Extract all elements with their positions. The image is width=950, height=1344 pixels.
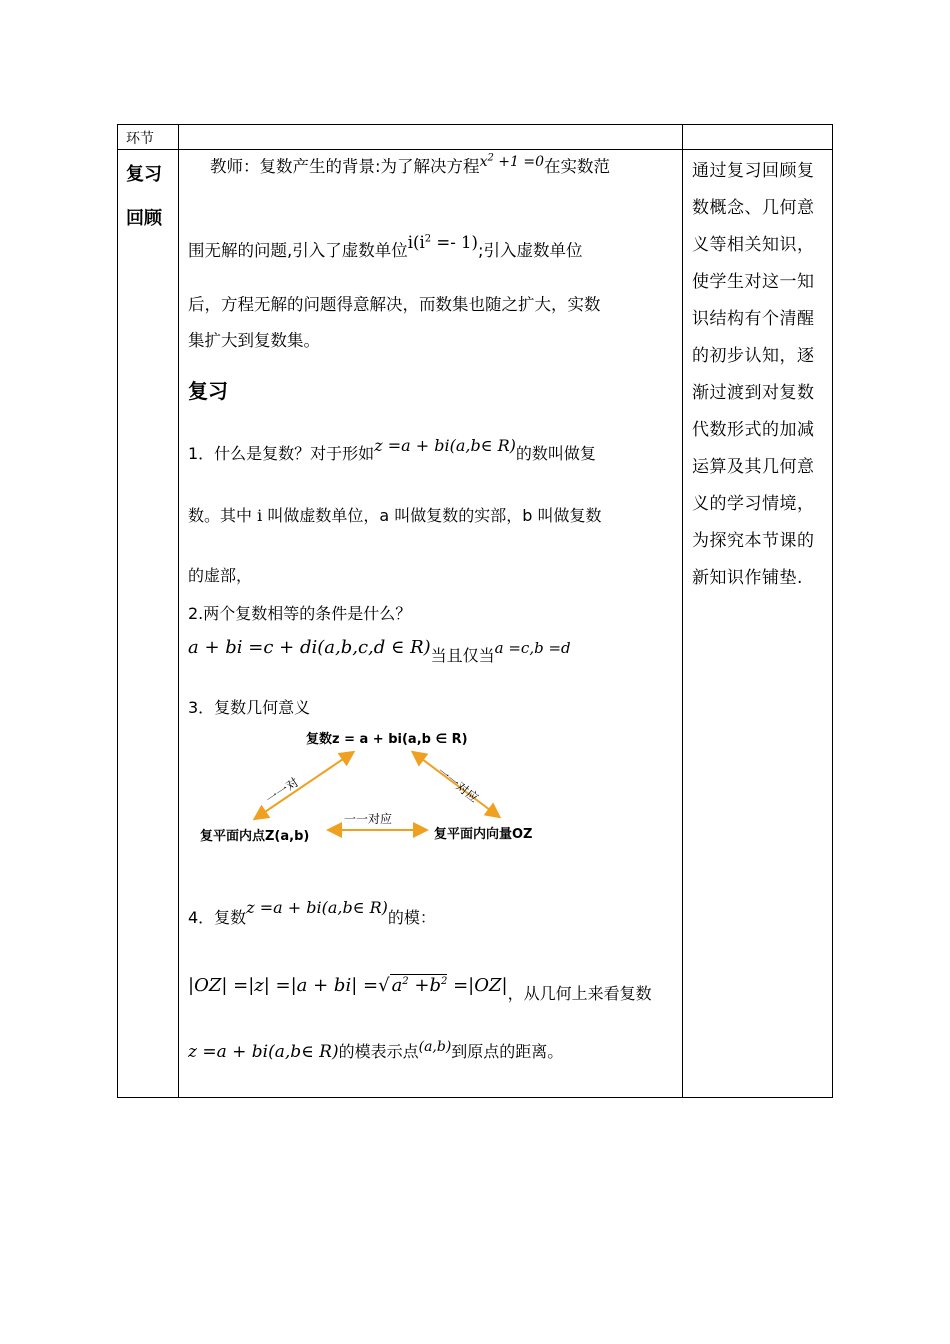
- stage-label: 复习 回顾: [126, 164, 162, 229]
- header-stage: 环节: [126, 131, 154, 147]
- intro-line-2: 围无解的问题,引入了虚数单位$i(i^2 =- 1)$;引入虚数单位: [188, 233, 583, 260]
- question-3: 3．复数几何意义: [188, 698, 311, 717]
- arrow-right-label: 一一对应: [434, 764, 481, 806]
- question-4-formula: |OZ| =|z| =|a + bi| =√ $a^2 +b^2 =|OZ|$，从几何上来看复数: [188, 975, 652, 1003]
- intro-line-1: 教师：复数产生的背景:为了解决方程$^{x^2 +1 =0}$在实数范: [210, 152, 611, 176]
- intro-line-3: 后，方程无解的问题得意解决，而数集也随之扩大，实数: [188, 295, 601, 314]
- design-intent-note: 通过复习回顾复数概念、几何意义等相关知识，使学生对这一知识结构有个清醒的初步认知，逐渐过渡到对复数代数形式的加减运算及其几何意义的学习情境，为探究本节课的新知识作铺垫.: [692, 161, 815, 588]
- intro-line-4: 集扩大到复数集。: [188, 331, 320, 350]
- diagram-vector: 复平面内向量OZ: [434, 827, 533, 842]
- lesson-table: [117, 124, 833, 1098]
- diagram-complex-number: 复数z = a + bi(a,b ∈ R): [306, 732, 468, 747]
- question-2: 2.两个复数相等的条件是什么？: [188, 604, 412, 623]
- diagram-arrows: [200, 728, 560, 858]
- geometric-meaning-diagram: [200, 728, 560, 858]
- question-4-line-3: z =a + bi(a,b∈ R)的模表示点(a,b)到原点的距离。: [188, 1039, 564, 1062]
- question-2-formula: a + bi =c + di(a,b,c,d ∈ R)当且仅当a =c,b =d: [188, 637, 571, 665]
- column-divider: [178, 125, 179, 1097]
- question-1-line-2: 数。其中 i 叫做虚数单位，a 叫做复数的实部，b 叫做复数: [188, 506, 602, 525]
- arrow-left: [256, 753, 352, 818]
- header-divider: [118, 149, 832, 150]
- section-title: 复习: [188, 379, 228, 403]
- column-divider: [682, 125, 683, 1097]
- diagram-point: 复平面内点Z(a,b): [200, 829, 310, 844]
- question-1-line-3: 的虚部，: [188, 566, 253, 585]
- arrow-left-label: 一一对: [263, 775, 302, 807]
- question-1-line-1: 1．什么是复数？对于形如z =a + bi(a,b∈ R)的数叫做复: [188, 436, 596, 463]
- question-4-line-1: 4．复数z =a + bi(a,b∈ R)的模：: [188, 898, 436, 927]
- arrow-bottom-label: 一一对应: [344, 812, 393, 826]
